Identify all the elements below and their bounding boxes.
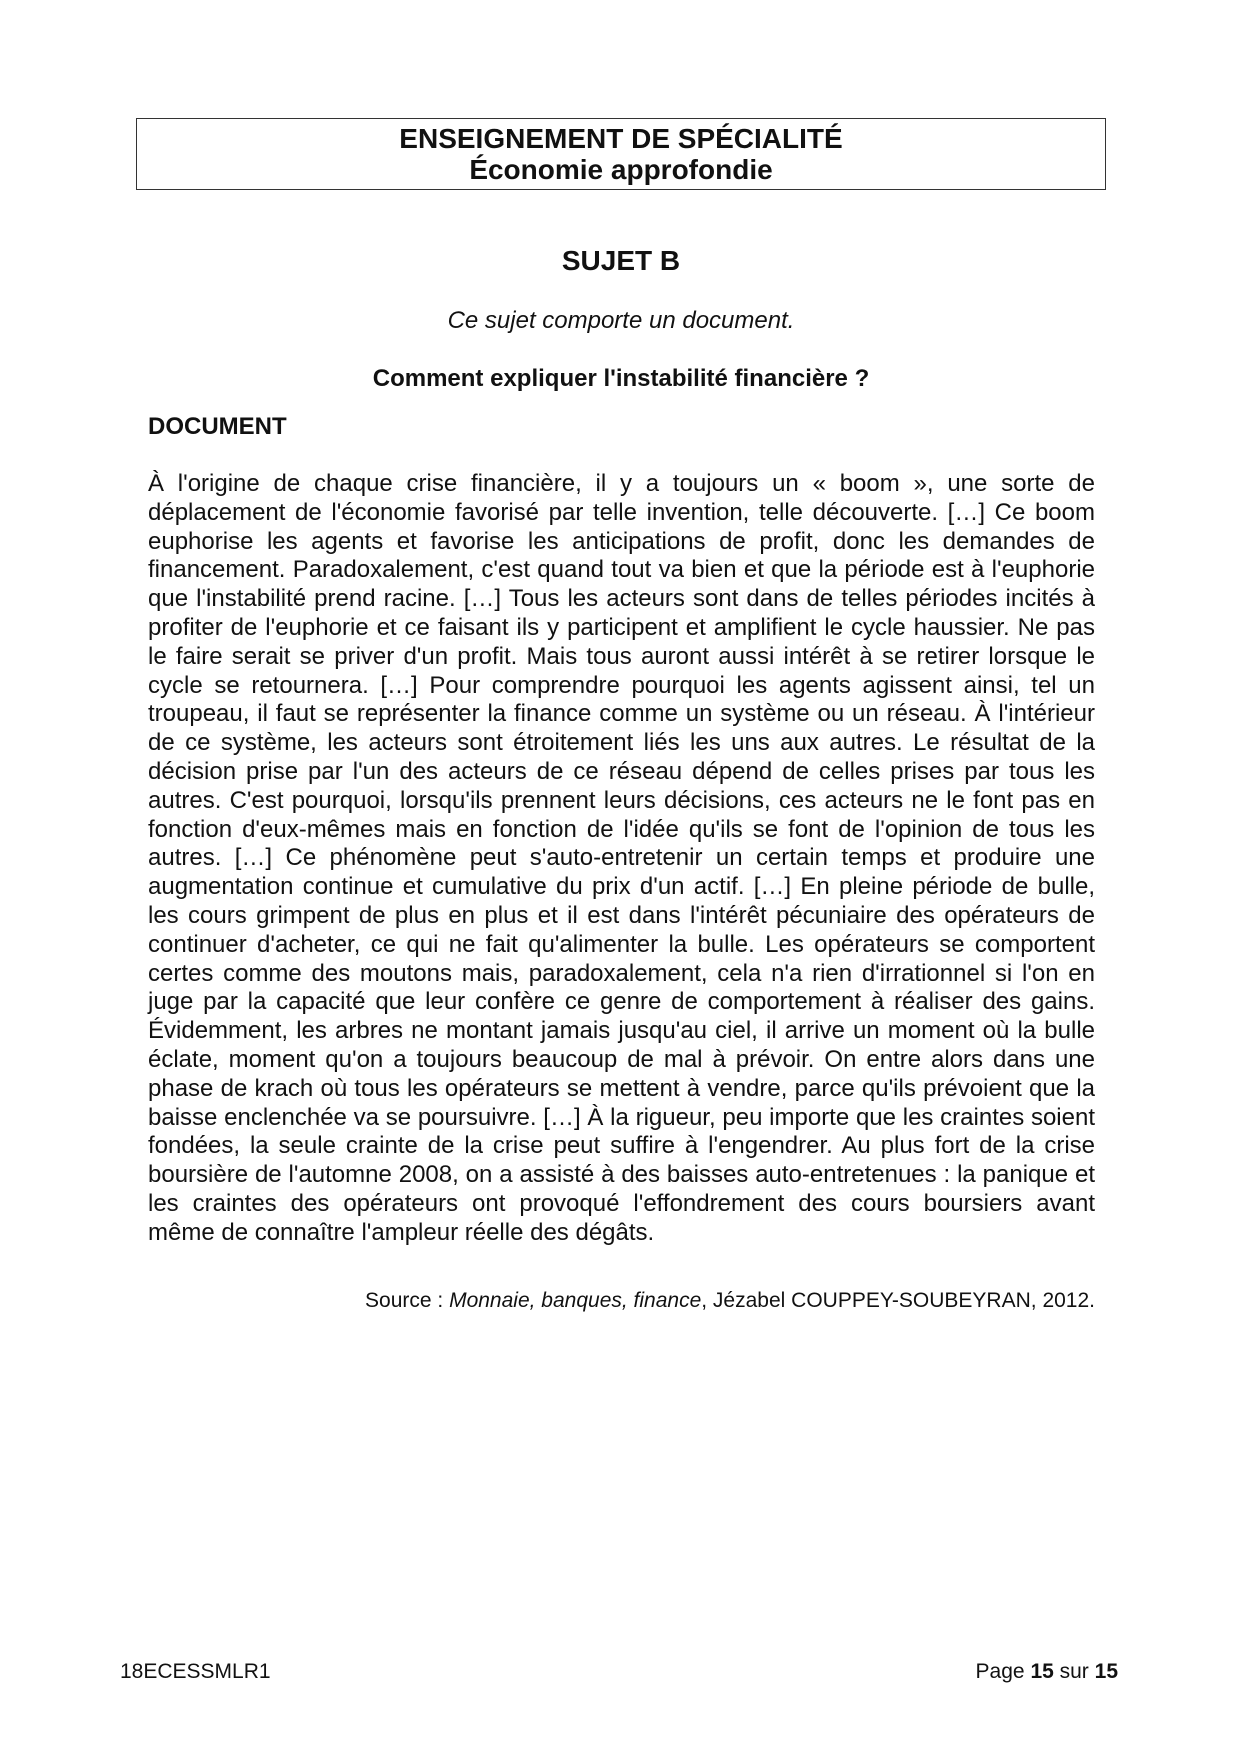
subject-question: Comment expliquer l'instabilité financière ?: [372, 365, 870, 392]
header-box: [136, 118, 1106, 190]
source-work: Monnaie, banques, finance: [449, 1289, 702, 1312]
header-title: ENSEIGNEMENT DE SPÉCIALITÉ: [399, 123, 843, 154]
header-subtitle: Économie approfondie: [469, 154, 773, 185]
footer-code: 18ECESSMLR1: [120, 1660, 271, 1683]
document-text: À l'origine de chaque crise financière, il y a toujours un « boom », une sorte de déplacement de l'économie favorisé par telle invention, telle découverte. […] Ce boom euphorise les agents et favorise les anticipations de profit, donc les demandes de financement. Paradoxalement, c'est quand tout va bien et que la période est à l'euphorie que l'instabilité prend racine. […] Tous les acteurs sont dans de telles périodes incités à profiter de l'euphorie et ce faisant ils y participent et amplifient le cycle haussier. Ne pas le faire serait se priver d'un profit. Mais tous auront aussi intérêt à se retirer lorsque le cycle se retournera. […] Pour comprendre pourquoi les agents agissent ainsi, tel un troupeau, il faut se représenter la finance comme un système ou un réseau. À l'intérieur de ce système, les acteurs sont étroitement liés les uns aux autres. Le résultat de la décision prise par l'un des acteurs de ce réseau dépend de celles prises par tous les autres. C'est pourquoi, lorsqu'ils prennent leurs décisions, ces acteurs ne le font pas en fonction d'eux-mêmes mais en fonction de l'idée qu'ils se font de l'opinion de tous les autres. […] Ce phénomène peut s'auto-entretenir un certain temps et produire une augmentation continue et cumulative du prix d'un actif. […] En pleine période de bulle, les cours grimpent de plus en plus et il est dans l'intérêt pécuniaire des opérateurs de continuer d'acheter, ce qui ne fait qu'alimenter la bulle. Les opérateurs se comportent certes comme des moutons mais, paradoxalement, cela n'a rien d'irrationnel si l'on en juge par la capacité que leur confère ce genre de comportement à réaliser des gains. Évidemment, les arbres ne montant jamais jusqu'au ciel, il arrive un moment où la bulle éclate, moment qu'on a toujours beaucoup de mal à prévoir. On entre alors dans une phase de krach où tous les opérateurs se mettent à vendre, parce qu'ils prévoient que la baisse enclenchée va se poursuivre. […] À la rigueur, peu importe que les craintes soient fondées, la seule crainte de la crise peut suffire à l'engendrer. Au plus fort de la crise boursière de l'automne 2008, on a assisté à des baisses auto-entretenues : la panique et les craintes des opérateurs ont provoqué l'effondrement des cours boursiers avant même de connaître l'ampleur réelle des dégâts.: [148, 470, 1095, 1246]
document-label: DOCUMENT: [148, 413, 287, 440]
document-source: [365, 1287, 1095, 1315]
page-total: 15: [1094, 1660, 1118, 1683]
page-current: 15: [1030, 1660, 1054, 1683]
source-prefix: Source :: [365, 1289, 450, 1312]
page-middle: sur: [1053, 1660, 1095, 1683]
footer-page-number: [976, 1658, 1118, 1686]
source-suffix: , Jézabel COUPPEY-SOUBEYRAN, 2012.: [701, 1289, 1095, 1312]
subject-note: Ce sujet comporte un document.: [447, 307, 795, 334]
subject-title: SUJET B: [561, 245, 681, 276]
page-prefix: Page: [975, 1660, 1031, 1683]
